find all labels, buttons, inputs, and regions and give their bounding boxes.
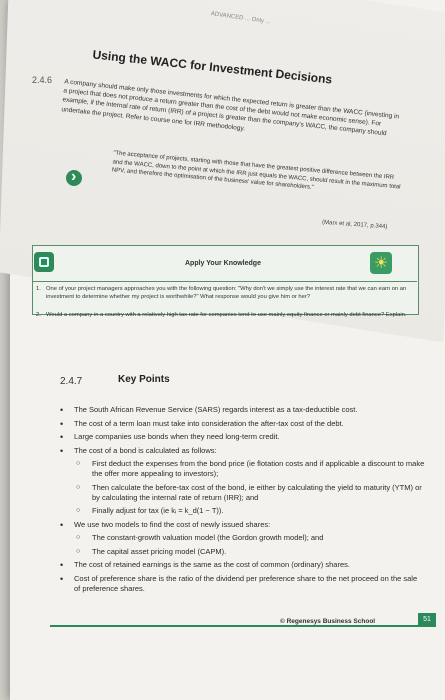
bullet-dot-icon: • <box>60 573 64 584</box>
quote-citation: (Marx et al, 2017, p.344) <box>321 219 388 231</box>
footer-rule <box>50 625 435 627</box>
key-point-text: Large companies use bonds when they need long-term credit. <box>74 432 280 441</box>
bullet-circle-icon: ○ <box>76 483 81 491</box>
key-point-text: The cost of retained earnings is the same as the cost of common (ordinary) shares. <box>74 560 350 569</box>
bullet-circle-icon: ○ <box>76 507 81 514</box>
quote-arrow-icon <box>66 170 82 186</box>
key-points-number: 2.4.7 <box>60 376 83 387</box>
key-point-item <box>60 405 425 415</box>
key-point-item <box>60 574 425 594</box>
apply-knowledge-divider <box>32 281 417 282</box>
page-number: 51 <box>418 613 436 627</box>
question-number: 2. <box>36 312 41 318</box>
question-text: Would a company in a country with a relatively high tax rate for companies tend to use mainly equity finance or mainly debt finance? Explain. <box>46 312 407 318</box>
key-point-subitem <box>60 459 425 479</box>
key-point-item <box>60 520 425 530</box>
key-point-subitem <box>60 506 425 516</box>
question-number: 1. <box>36 286 41 292</box>
apply-knowledge-title: Apply Your Knowledge <box>185 260 261 267</box>
bullet-dot-icon: • <box>60 418 64 429</box>
key-point-subitem <box>60 483 425 503</box>
lightbulb-icon <box>370 252 392 274</box>
key-point-item <box>60 446 425 456</box>
bullet-dot-icon: • <box>60 560 64 570</box>
bullet-circle-icon: ○ <box>76 547 81 555</box>
key-point-text: The cost of a term loan must take into consideration the after-tax cost of the debt. <box>74 418 344 428</box>
bullet-dot-icon: • <box>60 432 64 442</box>
question-text: One of your project managers approaches you with the following question: "Why don't we simply use the interest rate that we can earn on an investment to determine whether my project is worthwhile?" What response would you give him or her? <box>46 286 407 300</box>
key-point-item <box>60 432 425 442</box>
key-point-text: First deduct the expenses from the bond price (ie flotation costs and if applicable a discount to make the offer more appealing to investors); <box>92 459 425 478</box>
key-point-text: The cost of a bond is calculated as follows: <box>74 445 217 455</box>
apply-knowledge-box <box>32 245 419 315</box>
running-header: ADVANCED ... Only ... <box>210 11 271 26</box>
key-point-text: The capital asset pricing model (CAPM). <box>92 546 227 556</box>
bullet-circle-icon: ○ <box>76 460 81 467</box>
bullet-dot-icon: • <box>60 519 64 530</box>
key-point-item <box>60 419 425 429</box>
key-point-text: We use two models to find the cost of newly issued shares: <box>74 519 271 529</box>
bullet-dot-icon: • <box>60 445 64 456</box>
key-point-text: The South African Revenue Service (SARS) regards interest as a tax-deductible cost. <box>74 405 358 414</box>
footer-brand: © Regenesys Business School <box>280 618 376 625</box>
key-point-text: Finally adjust for tax (ie kᵢ = k_d(1 − T)). <box>92 506 224 515</box>
key-point-subitem <box>60 547 425 557</box>
key-point-text: Then calculate the before-tax cost of the bond, ie either by calculating the yield to maturity (YTM) or by calculating the internal rate of return (IRR); and <box>92 482 422 502</box>
bullet-dot-icon: • <box>60 405 64 415</box>
section-quote: "The acceptance of projects, starting with those that have the greatest positive difference between the IRR and the WACC, down to the point at which the IRR just equals the WACC, should result in the maximum total NPV, and therefore the optimisation of the business' value for shareholders." <box>111 150 401 191</box>
key-point-item <box>60 560 425 570</box>
notebook-icon <box>34 252 54 272</box>
key-points-title: Key Points <box>118 374 170 385</box>
section-paragraph: A company should make only those investments for which the expected return is greater than the WACC (investing in a project that does not produce a return greater than the cost of the debt would not make economic sense). For example, if the internal rate of return (IRR) of a project is greater than the company's WACC, the company should undertake the project. Refer to course one for IRR methodology. <box>61 78 400 138</box>
section-title: Using the WACC for Investment Decisions <box>91 47 333 87</box>
bullet-circle-icon: ○ <box>76 534 81 541</box>
section-number: 2.4.6 <box>32 75 53 85</box>
key-point-text: The constant-growth valuation model (the Gordon growth model); and <box>92 533 324 542</box>
key-point-subitem <box>60 533 425 543</box>
key-point-text: Cost of preference share is the ratio of the dividend per preference share to the net proceed on the sale of preference shares. <box>74 573 418 593</box>
key-points-list <box>60 405 425 597</box>
